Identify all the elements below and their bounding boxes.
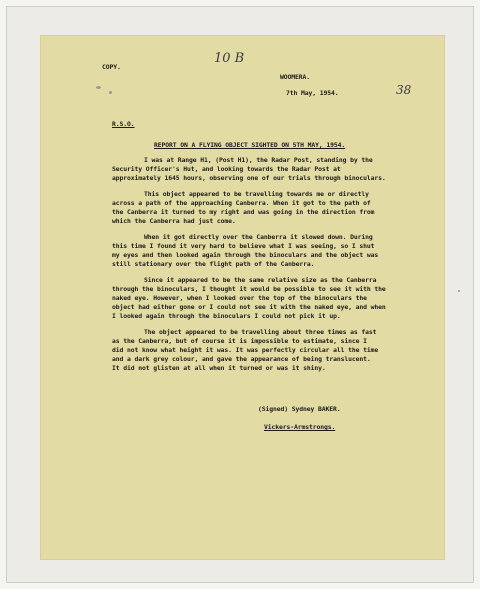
text-line: When it got directly over the Canberra it slowed down. During [144, 233, 373, 241]
scan-speck [458, 290, 460, 292]
report-title: REPORT ON A FLYING OBJECT SIGHTED ON 5TH MAY, 1954. [154, 141, 346, 149]
place-name: WOOMERA. [280, 73, 310, 81]
text-line: this time I found it very hard to believe what I was seeing, so I shut [112, 242, 375, 250]
copy-label: COPY. [102, 63, 121, 71]
document-date: 7th May, 1954. [286, 89, 339, 97]
addressee: R.S.O. [112, 120, 135, 128]
text-line: as the Canberra, but of course it is impossible to estimate, since I [112, 337, 367, 345]
text-line: Since it appeared to be the same relative size as the Canberra [144, 276, 377, 284]
text-line: my eyes and then looked again through the binoculars and the object was [112, 251, 379, 259]
scan-speck [109, 91, 112, 94]
text-line: approximately 1645 hours, observing one of our trials through binoculars. [112, 174, 386, 182]
scan-speck [96, 86, 101, 89]
document-page [40, 35, 445, 560]
text-line: It did not glisten at all when it turned or was it shiny. [112, 364, 326, 372]
text-line: still stationary over the flight path of the Canberra. [112, 260, 315, 268]
text-line: I was at Range H1, (Post H1), the Radar Post, standing by the [144, 156, 373, 164]
text-line: through the binoculars, I thought it would be possible to see it with the [112, 285, 386, 293]
text-line: This object appeared to be travelling towards me or directly [144, 190, 369, 198]
text-line: object had either gone or I could not see it with the naked eye, and when [112, 303, 386, 311]
text-line: did not know what height it was. It was perfectly circular all the time [112, 346, 379, 354]
signature-organisation: Vickers-Armstrongs. [264, 423, 336, 431]
text-line: The object appeared to be travelling about three times as fast [144, 328, 377, 336]
text-line: naked eye. However, when I looked over the top of the binoculars the [112, 294, 367, 302]
text-line: I looked again through the binoculars I could not pick it up. [112, 312, 341, 320]
text-line: the Canberra it turned to my right and was going in the direction from [112, 208, 375, 216]
text-line: Security Officer's Hut, and looking towards the Radar Post at [112, 165, 341, 173]
text-line: and a dark grey colour, and gave the appearance of being translucent. [112, 355, 371, 363]
text-line: which the Canberra had just come. [112, 217, 236, 225]
handwritten-page-number: 38 [396, 83, 412, 97]
text-line: across a path of the approaching Canberra. When it got to the path of [112, 199, 371, 207]
handwritten-reference: 10 B [214, 51, 245, 66]
signature-line: (Signed) Sydney BAKER. [258, 405, 341, 413]
